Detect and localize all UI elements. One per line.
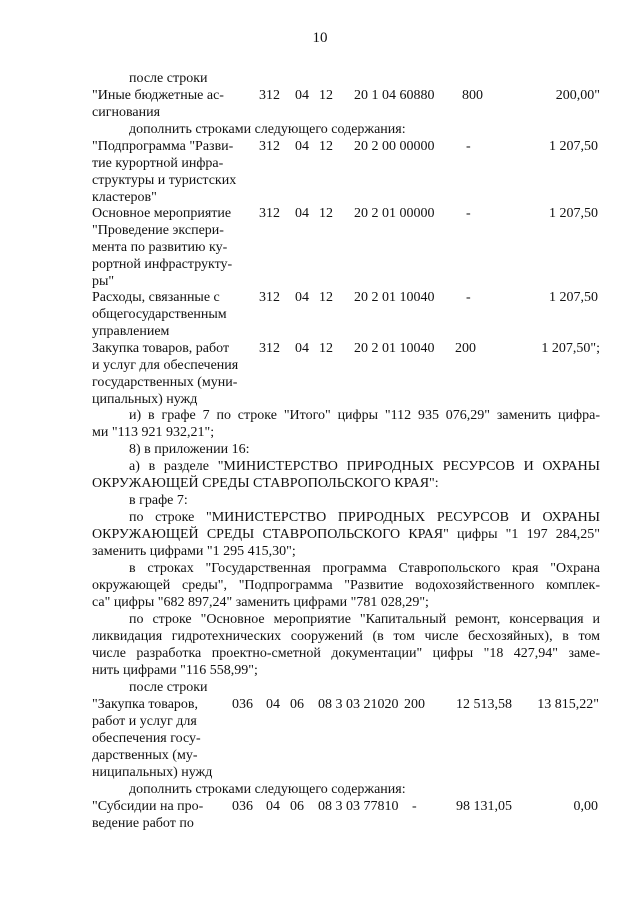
text-line: са" цифры "682 897,24" заменить цифрами "781 028,29"; [92,595,429,610]
text-line: ми "113 921 932,21"; [92,425,215,440]
row-value-1: 12 513,58 [456,697,512,712]
text-line: нить цифрами "116 558,99"; [92,663,258,678]
paragraph-appendix: 8) в приложении 16: [129,442,250,457]
row-expense-kind: - [466,139,471,154]
text-line: заменить цифрами "1 295 415,30"; [92,544,296,559]
row-amount: 200,00" [555,88,600,103]
add-rows-label: дополнить строками следующего содержания: [129,782,406,797]
text-line: числе разработка проектно-сметной документации" цифры "18 427,94" заме- [92,646,600,661]
after-row-label: после строки [129,680,208,695]
paragraph-program-rows [92,560,600,611]
after-row-label: после строки [129,71,208,86]
row-name: Основное мероприятие "Проведение экспери- мента по развитию ку- рортной инфраструкту- ры" [92,206,233,289]
row-expense-kind: - [412,799,417,814]
row-expense-kind: - [466,290,471,305]
row-code-subsection: 12 [319,206,333,221]
text-line: в строках "Государственная программа Ставропольского края "Охрана [129,561,600,576]
row-target-code: 20 1 04 60880 [354,88,435,103]
row-expense-kind: - [466,206,471,221]
paragraph-section [92,458,600,492]
row-expense-kind: 800 [462,88,483,103]
row-code-ministry: 312 [259,341,280,356]
row-target-code: 20 2 01 10040 [354,341,435,356]
row-code-section: 04 [266,799,280,814]
text-line: а) в разделе "МИНИСТЕРСТВО ПРИРОДНЫХ РЕСУРСОВ И ОХРАНЫ [129,459,600,474]
row-code-subsection: 12 [319,341,333,356]
row-code-section: 04 [266,697,280,712]
row-value-2: 0,00 [573,799,598,814]
text-line: по строке "Основное мероприятие "Капитальный ремонт, консервация и [129,612,600,627]
text-line: ликвидация гидротехнических сооружений (в том числе бесхозяйных), в том [92,629,600,644]
paragraph-itogo [92,407,600,441]
row-code-subsection: 12 [319,290,333,305]
row-amount: 1 207,50 [549,290,598,305]
row-name: "Подпрограмма "Разви- тие курортной инфра- структуры и туристских кластеров" [92,139,237,205]
row-expense-kind: 200 [455,341,476,356]
text-line: ОКРУЖАЮЩЕЙ СРЕДЫ СТАВРОПОЛЬСКОГО КРАЯ" цифры "1 197 284,25" [92,527,600,542]
row-expense-kind: 200 [404,697,425,712]
row-target-code: 08 3 03 21020 [318,697,399,712]
row-amount: 1 207,50"; [541,341,600,356]
text-line: ОКРУЖАЮЩЕЙ СРЕДЫ СТАВРОПОЛЬСКОГО КРАЯ": [92,476,439,491]
row-code-ministry: 036 [232,697,253,712]
row-target-code: 08 3 03 77810 [318,799,399,814]
row-amount: 1 207,50 [549,139,598,154]
row-code-section: 04 [295,139,309,154]
row-code-subsection: 12 [319,88,333,103]
row-name: "Субсидии на про- ведение работ по [92,799,204,831]
row-code-ministry: 312 [259,206,280,221]
page-number: 10 [312,30,328,46]
row-name: Расходы, связанные с общегосударственным управлением [92,290,227,339]
row-code-section: 04 [295,88,309,103]
row-name: "Закупка товаров, работ и услуг для обеспечения госу- дарственных (му- ниципальных) нужд [92,697,213,780]
row-value-2: 13 815,22" [537,697,599,712]
row-code-subsection: 06 [290,799,304,814]
row-name: Закупка товаров, работ и услуг для обеспечения государственных (муни- ципальных) нужд [92,341,239,407]
row-code-ministry: 312 [259,139,280,154]
add-rows-label: дополнить строками следующего содержания: [129,122,406,137]
row-code-ministry: 036 [232,799,253,814]
text-line: окружающей среды", "Подпрограмма "Развитие водохозяйственного комплек- [92,578,600,593]
row-target-code: 20 2 00 00000 [354,139,435,154]
row-target-code: 20 2 01 10040 [354,290,435,305]
row-code-section: 04 [295,206,309,221]
row-amount: 1 207,50 [549,206,598,221]
paragraph-column: в графе 7: [129,493,188,508]
text-line: по строке "МИНИСТЕРСТВО ПРИРОДНЫХ РЕСУРСОВ И ОХРАНЫ [129,510,600,525]
row-target-code: 20 2 01 00000 [354,206,435,221]
row-code-ministry: 312 [259,88,280,103]
row-code-section: 04 [295,290,309,305]
row-code-ministry: 312 [259,290,280,305]
row-code-subsection: 06 [290,697,304,712]
paragraph-main-activity [92,611,600,679]
row-name: "Иные бюджетные ас- сигнования [92,88,224,120]
row-value-1: 98 131,05 [456,799,512,814]
row-code-section: 04 [295,341,309,356]
text-line: и) в графе 7 по строке "Итого" цифры "112 935 076,29" заменить цифра- [129,408,600,423]
paragraph-ministry-row [92,509,600,560]
row-code-subsection: 12 [319,139,333,154]
